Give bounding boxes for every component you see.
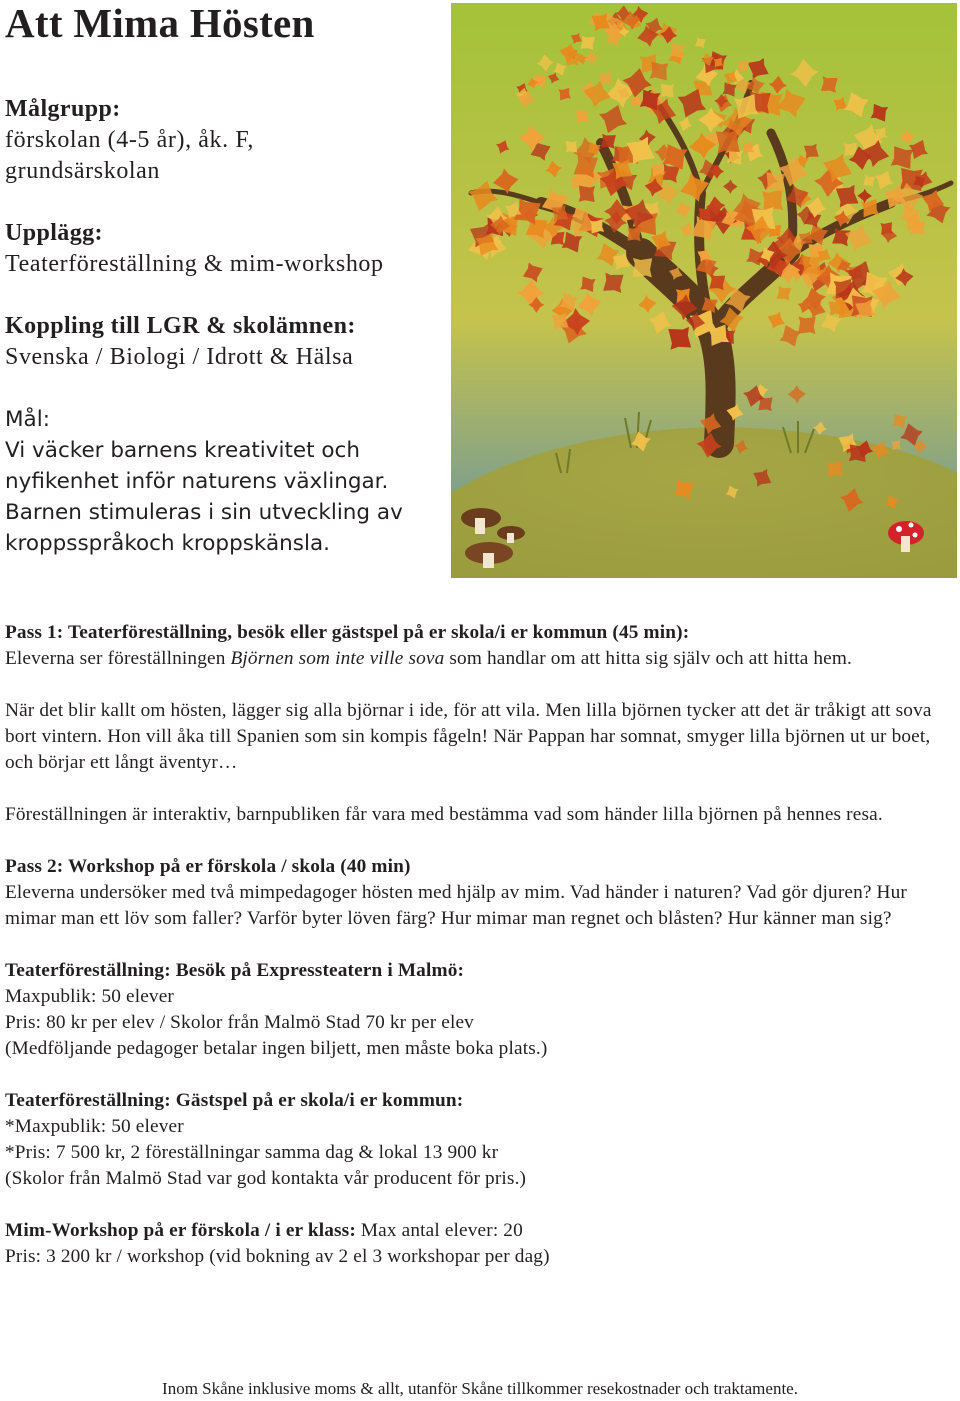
pass1-interactive-note: Föreställningen är interaktiv, barnpubliken får vara med bestämma vad som händer lilla björnen på hennes resa.: [5, 804, 883, 825]
autumn-tree-illustration: [451, 3, 957, 578]
program-description: [5, 620, 955, 1270]
guest-price: *Pris: 7 500 kr, 2 föreställningar samma dag & lokal 13 900 kr: [5, 1142, 499, 1163]
guest-note: (Skolor från Malmö Stad var god kontakta vår producent för pris.): [5, 1168, 527, 1189]
footer-note: Inom Skåne inklusive moms & allt, utanför Skåne tillkommer resekostnader och traktamente.: [162, 1379, 798, 1398]
curriculum-label: Koppling till LGR & skolämnen:: [5, 313, 356, 339]
goal-label: Mål:: [5, 407, 50, 432]
page-title: Att Mima Hösten: [5, 0, 315, 46]
target-group-label: Målgrupp:: [5, 96, 121, 122]
format-block: [5, 218, 445, 280]
format-label: Upplägg:: [5, 220, 103, 246]
pass2-heading: Pass 2: Workshop på er förskola / skola (40 min): [5, 856, 411, 877]
pass1-heading: Pass 1: Teaterföreställning, besök eller gästspel på er skola/i er kommun (45 min):: [5, 622, 690, 643]
mim-workshop-price: Pris: 3 200 kr / workshop (vid bokning av 2 el 3 workshopar per dag): [5, 1246, 550, 1267]
pass1-summary: [5, 646, 955, 672]
play-title: Björnen som inte ville sova: [230, 648, 445, 669]
pass1-story: När det blir kallt om hösten, lägger sig alla björnar i ide, för att vila. Men lilla björnen tycker att det är tråkigt att sova bort vintern. Hon vill åka till Spanien som sin kompis fågeln! När Pappan har somnat, smyger lilla björnen ut ur boet, och börjar ett långt äventyr…: [5, 700, 932, 773]
pass1-summary-before: Eleverna ser föreställningen: [5, 648, 231, 669]
mim-workshop-max: Max antal elever: 20: [355, 1220, 523, 1241]
target-group-block: [5, 94, 445, 187]
guest-heading: Teaterföreställning: Gästspel på er skola/i er kommun:: [5, 1090, 464, 1111]
pass2-text: Eleverna undersöker med två mimpedagoger hösten med hjälp av mim. Vad händer i naturen? Vad gör djuren? Hur mimar man ett löv som faller? Varför byter löven färg? Hur mimar man regnet och blåsten? Hur känner man sig?: [5, 882, 907, 929]
curriculum-block: [5, 311, 445, 373]
visit-heading: Teaterföreställning: Besök på Expressteatern i Malmö:: [5, 960, 465, 981]
visit-price: Pris: 80 kr per elev / Skolor från Malmö Stad 70 kr per elev: [5, 1012, 474, 1033]
mim-workshop-heading: Mim-Workshop på er förskola / i er klass:: [5, 1220, 356, 1241]
goal-text: Vi väcker barnens kreativitet och nyfikenhet inför naturens växlingar. Barnen stimuleras i sin utveckling av kroppsspråkoch kroppskänsla.: [5, 438, 403, 556]
intro-section: [5, 94, 445, 590]
target-group-text: förskolan (4-5 år), åk. F, grundsärskolan: [5, 127, 254, 184]
goal-block: [5, 404, 445, 559]
pass1-summary-after: som handlar om att hitta sig själv och att hitta hem.: [444, 648, 853, 669]
mim-workshop-line: [5, 1218, 955, 1244]
curriculum-text: Svenska / Biologi / Idrott & Hälsa: [5, 344, 354, 370]
format-text: Teaterföreställning & mim-workshop: [5, 251, 384, 277]
visit-max-audience: Maxpublik: 50 elever: [5, 986, 174, 1007]
visit-note: (Medföljande pedagoger betalar ingen biljett, men måste boka plats.): [5, 1038, 548, 1059]
guest-max-audience: *Maxpublik: 50 elever: [5, 1116, 184, 1137]
